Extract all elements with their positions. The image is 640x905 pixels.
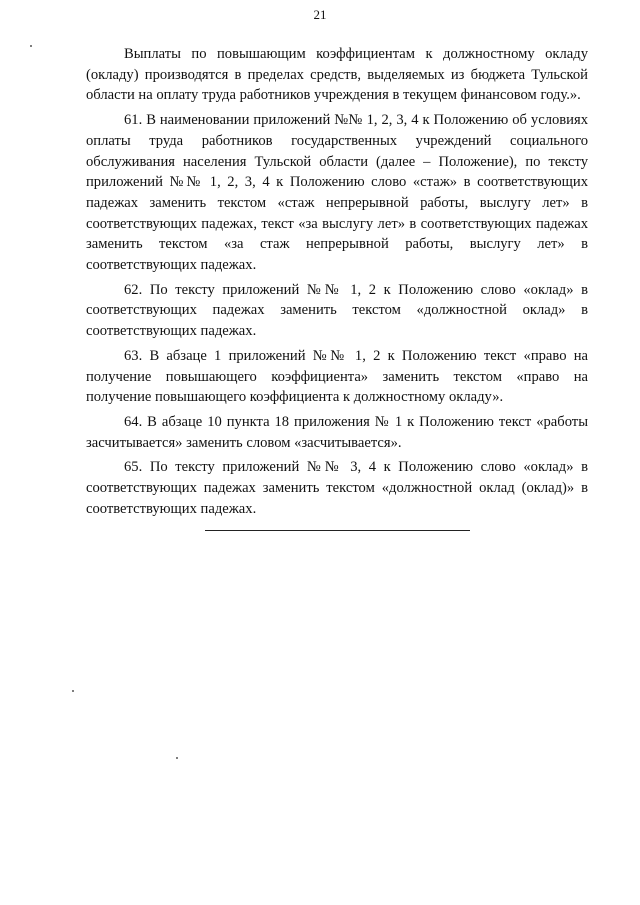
paragraph-payments: Выплаты по повышающим коэффициентам к должностному окладу (окладу) производятся в пределах средств, выделяемых из бюджета Тульской области на оплату труда работников учреждения в текущем финансовом году.». bbox=[86, 46, 588, 104]
paragraph-65: 65. По тексту приложений №№ 3, 4 к Положению слово «оклад» в соответствующих падежах заменить текстом «должностной оклад (оклад)» в соответствующих падежах. bbox=[86, 459, 588, 517]
paragraph-61: 61. В наименовании приложений №№ 1, 2, 3, 4 к Положению об условиях оплаты труда работников государственных учреждений социального обслуживания населения Тульской области (далее – Положение), по тексту приложений №№ 1, 2, 3, 4 к Положению слово «стаж» в соответствующих падежах заменить текстом «стаж непрерывной работы, выслугу лет» в соответствующих падежах, текст «за выслугу лет» в соответствующих падежах заменить текстом «за стаж непрерывной работы, выслугу лет» в соответствующих падежах. bbox=[86, 112, 588, 274]
page-number: 21 bbox=[313, 7, 327, 22]
paragraph-63: 63. В абзаце 1 приложений №№ 1, 2 к Положению текст «право на получение повышающего коэффициента» заменить текстом «право на получение повышающего коэффициента к должностному окладу». bbox=[86, 347, 588, 406]
document-body bbox=[86, 44, 588, 523]
paragraph-64: 64. В абзаце 10 пункта 18 приложения № 1 к Положению текст «работы засчитывается» заменить словом «засчитывается». bbox=[86, 413, 588, 451]
scan-speck bbox=[72, 690, 74, 692]
scan-speck bbox=[30, 45, 32, 47]
closing-rule bbox=[205, 530, 470, 531]
paragraph-62: 62. По тексту приложений №№ 1, 2 к Положению слово «оклад» в соответствующих падежах заменить текстом «должностной оклад» в соответствующих падежах. bbox=[86, 281, 588, 340]
scan-speck bbox=[176, 757, 178, 759]
